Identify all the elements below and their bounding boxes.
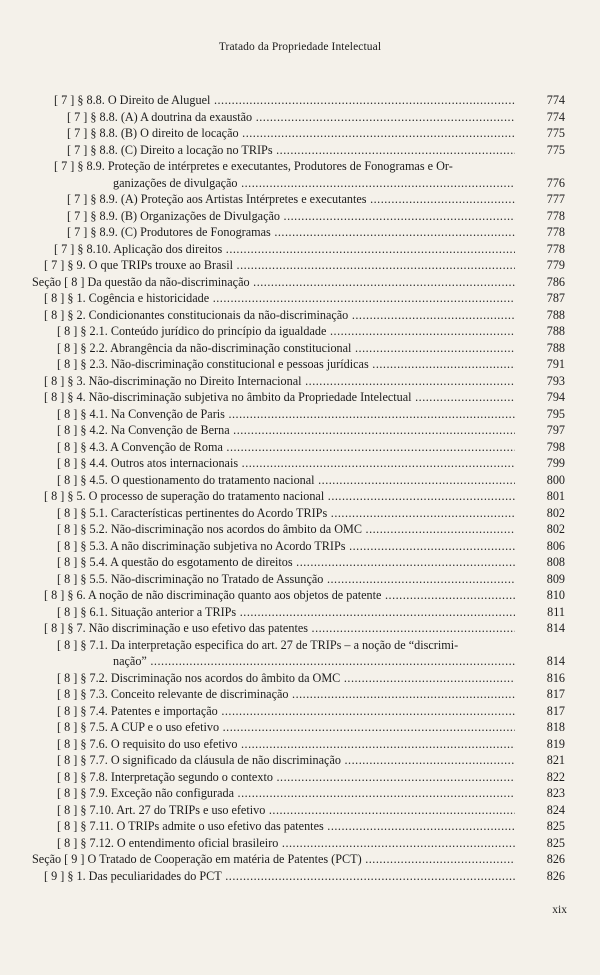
- toc-entry-title: [ 7 ] § 8.9. (B) Organizações de Divulgação .....: [67, 208, 515, 225]
- toc-entry-title: [ 8 ] § 7.4. Patentes e importação .....: [57, 703, 515, 720]
- toc-entry-page: 797: [546, 423, 565, 437]
- toc-entry-page: 791: [546, 357, 565, 371]
- toc-entry: [0, 406, 600, 423]
- toc-entry: [0, 604, 600, 621]
- toc-entry-page: 809: [546, 571, 565, 586]
- toc-entry: [0, 538, 600, 555]
- toc-entry: [0, 290, 600, 307]
- toc-entry-title: [ 8 ] § 7.10. Art. 27 do TRIPs e uso efetivo .....: [57, 802, 515, 819]
- toc-entry-title: [ 8 ] § 7.11. O TRIPs admite o uso efetivo das patentes .....: [57, 818, 515, 835]
- toc-entry-title: [ 8 ] § 6.1. Situação anterior a TRIPs .....: [57, 604, 515, 621]
- toc-entry-title: [ 8 ] § 7.9. Exceção não configurada .....: [57, 785, 515, 802]
- toc-entry-page: 801: [546, 489, 565, 503]
- toc-entry-page: 802: [546, 505, 565, 520]
- toc-entry-title: [ 8 ] § 4.3. A Convenção de Roma .....: [57, 439, 515, 456]
- toc-entry-title: [ 8 ] § 5. O processo de superação do tratamento nacional .....: [44, 488, 515, 505]
- toc-entry: [0, 802, 600, 819]
- toc-entry-page: 774: [546, 93, 565, 107]
- toc-entry-page: 818: [546, 720, 565, 734]
- toc-entry: [0, 868, 600, 885]
- toc-entry-title: [ 8 ] § 6. A noção de não discriminação quanto aos objetos de patente .....: [44, 587, 515, 604]
- toc-entry: [0, 835, 600, 852]
- toc-entry: [0, 373, 600, 390]
- toc-entry-title: [ 7 ] § 8.8. O Direito de Aluguel .....: [54, 92, 515, 109]
- toc-entry-title: [ 7 ] § 8.8. (B) O direito de locação .....: [67, 125, 515, 142]
- toc-entry-title: [ 7 ] § 8.9. (A) Proteção aos Artistas Intérpretes e executantes .....: [67, 191, 515, 208]
- toc-entry-title: [ 8 ] § 5.5. Não-discriminação no Tratado de Assunção .....: [57, 571, 515, 588]
- toc-entry-page: 822: [546, 769, 565, 784]
- toc-entry-title: [ 8 ] § 4.5. O questionamento do tratamento nacional .....: [57, 472, 515, 489]
- toc-entry: [0, 703, 600, 720]
- toc-entry-page: 802: [546, 522, 565, 536]
- toc-entry: [0, 472, 600, 489]
- toc-entry-page: 799: [546, 456, 565, 470]
- toc-entry: [0, 818, 600, 835]
- toc-entry: [0, 340, 600, 357]
- toc-entry-page: 786: [546, 274, 565, 289]
- toc-entry: [0, 241, 600, 258]
- toc-entry-page: 788: [546, 307, 565, 322]
- toc-entry-page: 824: [546, 802, 565, 817]
- toc-entry-page: 814: [546, 654, 565, 668]
- running-header: Tratado da Propriedade Intelectual: [218, 41, 382, 53]
- toc-entry-title: [ 8 ] § 1. Cogência e historicidade .....: [44, 290, 515, 307]
- toc-entry-page: 798: [546, 439, 565, 454]
- toc-entry-page: 779: [546, 258, 565, 272]
- toc-entry-page: 817: [546, 687, 565, 701]
- toc-entry: [0, 620, 600, 637]
- toc-entry: [0, 769, 600, 786]
- toc-entry-title: [ 8 ] § 5.3. A não discriminação subjetiva no Acordo TRIPs .....: [57, 538, 515, 555]
- toc-entry: [0, 752, 600, 769]
- toc-entry-page: 778: [546, 241, 565, 256]
- toc-entry-title: [ 8 ] § 7.6. O requisito do uso efetivo .....: [57, 736, 515, 753]
- toc-entry-page: 788: [546, 340, 565, 355]
- toc-entry-page: 826: [546, 852, 565, 866]
- toc-entry: [0, 92, 600, 109]
- toc-entry-title: [ 8 ] § 5.1. Características pertinentes do Acordo TRIPs .....: [57, 505, 515, 522]
- toc-entry-title: [ 7 ] § 8.8. (A) A doutrina da exaustão .....: [67, 109, 515, 126]
- toc-entry-title: [ 8 ] § 7.8. Interpretação segundo o contexto .....: [57, 769, 515, 786]
- toc-entry-page: 821: [546, 753, 565, 767]
- toc-entry-title-continuation: nação” .....: [57, 653, 515, 670]
- toc-entry-title: [ 8 ] § 5.4. A questão do esgotamento de direitos .....: [57, 554, 515, 571]
- toc-entry-page: 794: [546, 390, 565, 404]
- toc-entry: [0, 142, 600, 159]
- table-of-contents: [0, 92, 600, 884]
- toc-entry: [0, 307, 600, 324]
- toc-entry-page: 825: [546, 819, 565, 833]
- toc-entry-title: [ 8 ] § 7.12. O entendimento oficial brasileiro .....: [57, 835, 515, 852]
- toc-entry-page: 795: [546, 406, 565, 421]
- toc-entry-page: 774: [546, 109, 565, 124]
- toc-entry: [0, 488, 600, 505]
- toc-entry-page: 775: [546, 142, 565, 157]
- toc-entry-title: [ 8 ] § 4.4. Outros atos internacionais .....: [57, 455, 515, 472]
- toc-entry-title: [ 8 ] § 5.2. Não-discriminação nos acordos do âmbito da OMC .....: [57, 521, 515, 538]
- toc-entry: [0, 637, 600, 670]
- toc-entry: [0, 439, 600, 456]
- toc-entry-page: 787: [546, 291, 565, 305]
- toc-entry-title: [ 8 ] § 4.1. Na Convenção de Paris .....: [57, 406, 515, 423]
- toc-entry: [0, 686, 600, 703]
- toc-entry: [0, 323, 600, 340]
- toc-entry-title-continuation: ganizações de divulgação .....: [54, 175, 515, 192]
- toc-entry-page: 817: [546, 703, 565, 718]
- toc-entry: [0, 571, 600, 588]
- toc-entry-title: Seção [ 9 ] O Tratado de Cooperação em matéria de Patentes (PCT) .....: [32, 851, 515, 868]
- toc-entry: [0, 208, 600, 225]
- toc-entry-page: 788: [546, 324, 565, 338]
- toc-entry-title: [ 9 ] § 1. Das peculiaridades do PCT .....: [44, 868, 515, 885]
- toc-entry-page: 825: [546, 835, 565, 850]
- toc-entry-page: 814: [546, 621, 565, 635]
- toc-entry: [0, 521, 600, 538]
- toc-entry: [0, 224, 600, 241]
- toc-entry-title: [ 8 ] § 7.3. Conceito relevante de discriminação .....: [57, 686, 515, 703]
- toc-entry-page: 819: [546, 736, 565, 751]
- toc-entry: [0, 785, 600, 802]
- toc-entry: [0, 274, 600, 291]
- toc-entry-page: 776: [546, 175, 565, 190]
- toc-entry-title: [ 7 ] § 8.8. (C) Direito a locação no TRIPs .....: [67, 142, 515, 159]
- toc-entry-page: 806: [546, 538, 565, 553]
- toc-entry-title: [ 7 ] § 9. O que TRIPs trouxe ao Brasil .....: [44, 257, 515, 274]
- toc-entry: [0, 422, 600, 439]
- toc-entry-page: 823: [546, 786, 565, 800]
- toc-entry: [0, 191, 600, 208]
- toc-entry-title: [ 8 ] § 2. Condicionantes constitucionais da não-discriminação .....: [44, 307, 515, 324]
- toc-entry-page: 816: [546, 670, 565, 685]
- toc-entry-title: [ 8 ] § 7.2. Discriminação nos acordos do âmbito da OMC .....: [57, 670, 515, 687]
- toc-entry: [0, 257, 600, 274]
- toc-entry-title: [ 8 ] § 7.1. Da interpretação especifica do art. 27 de TRIPs – a noção de “discrimi-: [57, 637, 459, 652]
- toc-entry-title: [ 8 ] § 2.2. Abrangência da não-discriminação constitucional .....: [57, 340, 515, 357]
- toc-entry: [0, 389, 600, 406]
- toc-entry: [0, 719, 600, 736]
- toc-entry: [0, 455, 600, 472]
- toc-entry-title: [ 8 ] § 7.7. O significado da cláusula de não discriminação .....: [57, 752, 515, 769]
- toc-entry: [0, 670, 600, 687]
- toc-entry: [0, 125, 600, 142]
- toc-entry: [0, 736, 600, 753]
- toc-entry-title: Seção [ 8 ] Da questão da não-discriminação .....: [32, 274, 515, 291]
- toc-entry-title: [ 8 ] § 4.2. Na Convenção de Berna .....: [57, 422, 515, 439]
- toc-entry-title: [ 8 ] § 4. Não-discriminação subjetiva no âmbito da Propriedade Intelectual .....: [44, 389, 515, 406]
- toc-entry-title: [ 8 ] § 2.1. Conteúdo jurídico do princípio da igualdade .....: [57, 323, 515, 340]
- toc-entry: [0, 356, 600, 373]
- page-number: xix: [552, 904, 567, 916]
- toc-entry-title: [ 8 ] § 2.3. Não-discriminação constitucional e pessoas jurídicas .....: [57, 356, 515, 373]
- toc-entry-page: 778: [546, 225, 565, 239]
- toc-entry-page: 793: [546, 373, 565, 388]
- toc-entry-page: 775: [546, 126, 565, 140]
- toc-entry-title: [ 8 ] § 7. Não discriminação e uso efetivo das patentes .....: [44, 620, 515, 637]
- toc-entry: [0, 851, 600, 868]
- toc-entry: [0, 158, 600, 191]
- toc-entry-page: 808: [546, 555, 565, 569]
- toc-entry-title: [ 8 ] § 3. Não-discriminação no Direito Internacional .....: [44, 373, 515, 390]
- toc-entry-page: 800: [546, 472, 565, 487]
- toc-entry: [0, 505, 600, 522]
- toc-entry-page: 811: [547, 604, 565, 619]
- toc-entry-page: 777: [546, 192, 565, 206]
- toc-entry-title: [ 8 ] § 7.5. A CUP e o uso efetivo .....: [57, 719, 515, 736]
- toc-entry: [0, 554, 600, 571]
- toc-entry-title: [ 7 ] § 8.9. (C) Produtores de Fonogramas .....: [67, 224, 515, 241]
- toc-entry: [0, 587, 600, 604]
- toc-entry-title: [ 7 ] § 8.9. Proteção de intérpretes e executantes, Produtores de Fonogramas e Or-: [54, 159, 453, 173]
- toc-entry: [0, 109, 600, 126]
- toc-entry-title: [ 7 ] § 8.10. Aplicação dos direitos .....: [54, 241, 515, 258]
- toc-entry-page: 826: [546, 868, 565, 883]
- toc-entry-page: 778: [546, 208, 565, 223]
- toc-entry-page: 810: [546, 588, 565, 602]
